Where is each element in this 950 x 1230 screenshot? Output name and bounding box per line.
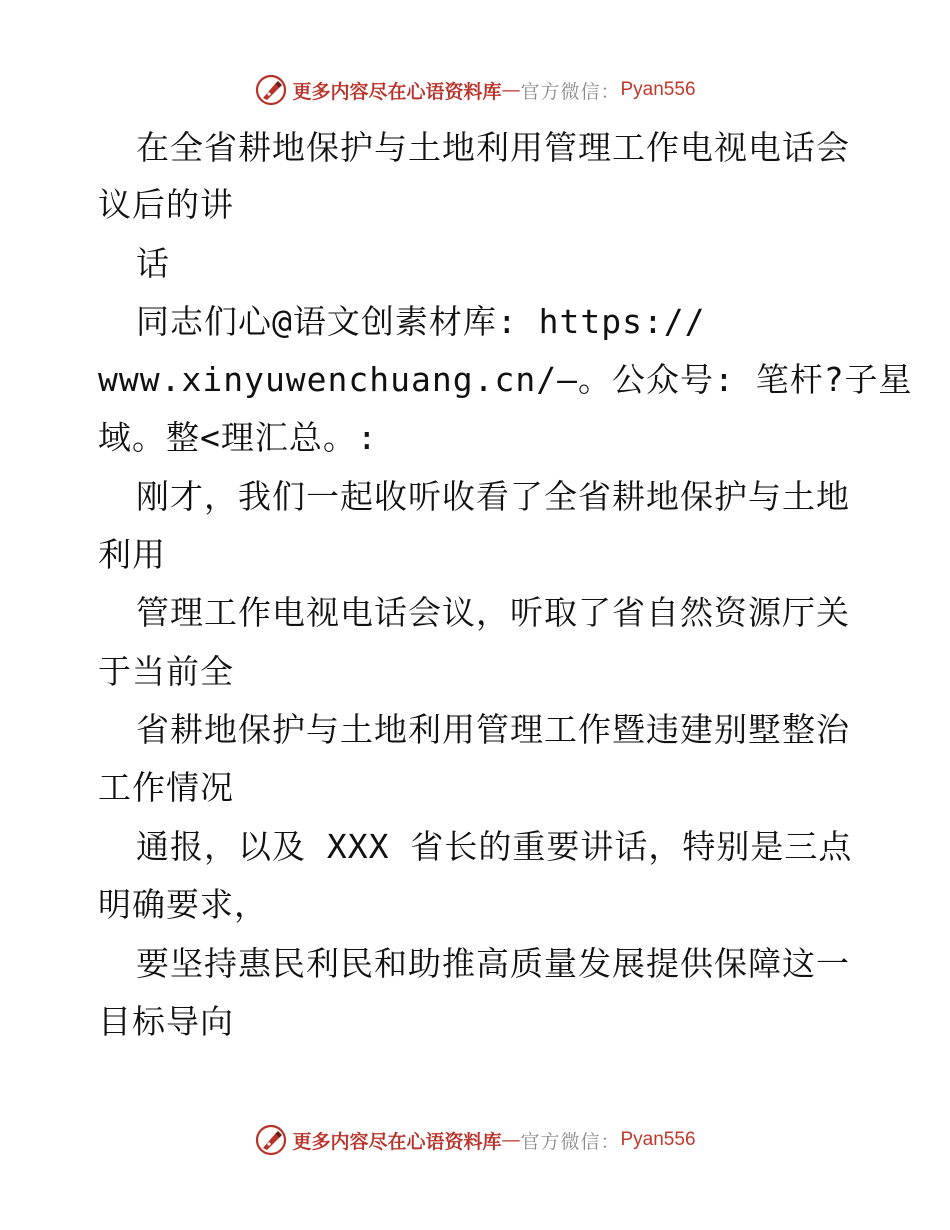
footer-banner — [0, 1120, 950, 1160]
banner-wechat-label: 官方微信： — [520, 80, 621, 103]
paragraph-line: 于当前全 — [98, 652, 234, 691]
paragraph-line: 同志们心@语文创素材库: https:// — [136, 302, 706, 341]
paragraph-line: 议后的讲 — [98, 185, 234, 224]
pen-nib-logo-icon — [254, 73, 288, 107]
banner-dash: — — [501, 79, 521, 101]
paragraph-line: 要坚持惠民利民和助推高质量发展提供保障这一 — [136, 944, 850, 983]
paragraph-line: 明确要求， — [98, 885, 268, 924]
banner-wechat-label: 官方微信： — [520, 1130, 621, 1153]
paragraph-line: 通报，以及 XXX 省长的重要讲话，特别是三点 — [136, 827, 853, 866]
paragraph-line: 省耕地保护与土地利用管理工作暨违建别墅整治 — [136, 710, 850, 749]
paragraph-line: 在全省耕地保护与土地利用管理工作电视电话会 — [136, 128, 850, 167]
banner-wechat-id: Pyan556 — [620, 1129, 696, 1150]
paragraph-line: 管理工作电视电话会议，听取了省自然资源厅关 — [136, 593, 850, 632]
paragraph-line: www.xinyuwenchuang.cn/—。公众号: 笔杆?子星 — [98, 360, 913, 399]
paragraph-line: 工作情况 — [98, 768, 234, 807]
paragraph-line: 话 — [136, 244, 170, 283]
banner-site-text: 更多内容尽在心语资料库 — [292, 80, 502, 103]
paragraph-line: 目标导向 — [98, 1002, 234, 1041]
banner-dash: — — [501, 1129, 521, 1151]
paragraph-line: 域。整<理汇总。: — [98, 418, 378, 457]
paragraph-line: 刚才，我们一起收听收看了全省耕地保护与土地 — [136, 477, 850, 516]
banner-site-text: 更多内容尽在心语资料库 — [292, 1130, 502, 1153]
banner-wechat-id: Pyan556 — [620, 79, 696, 100]
paragraph-line: 利用 — [98, 535, 166, 574]
pen-nib-logo-icon — [254, 1123, 288, 1157]
header-banner — [0, 70, 950, 110]
